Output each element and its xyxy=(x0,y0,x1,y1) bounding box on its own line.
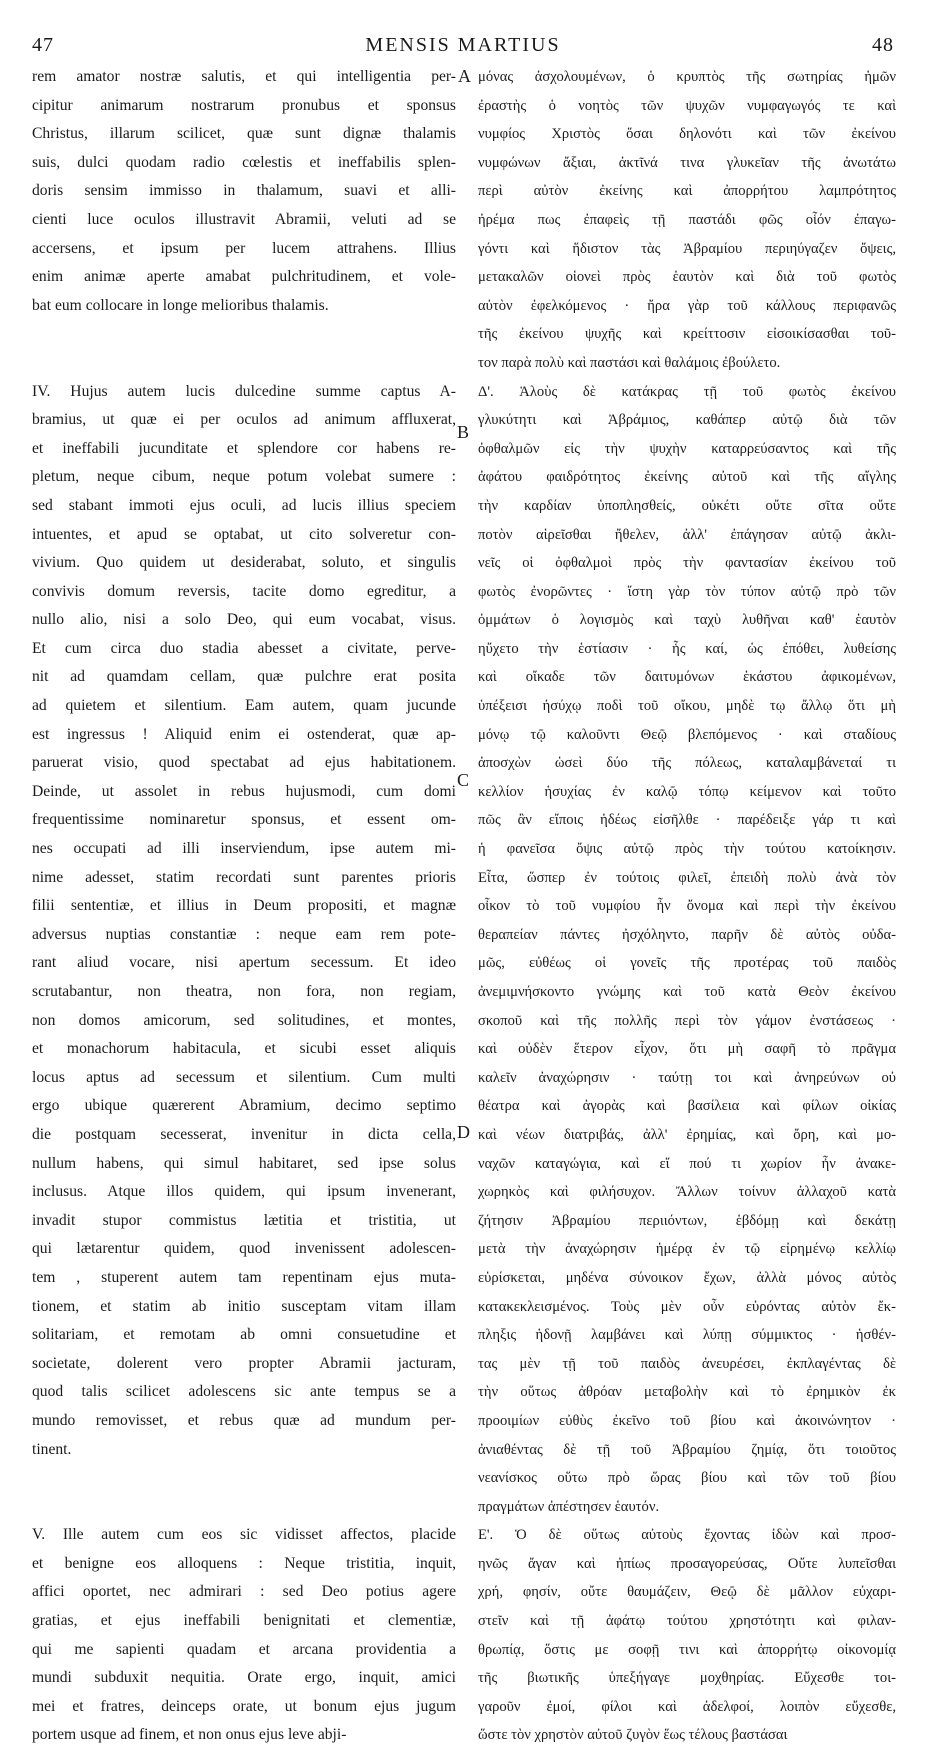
text-line: bramius, ut quæ ei per oculos ad animum affluxerat, xyxy=(32,411,456,429)
text-line: nullum habens, qui simul habitaret, sed ipse solus xyxy=(32,1154,456,1172)
text-line: V. Ille autem cum eos sic vidisset affectos, placide xyxy=(32,1526,456,1544)
text-line: bat eum collocare in longe melioribus thalamis. xyxy=(32,296,329,314)
text-line: intuentes, et apud se optabat, ut cito solveretur con- xyxy=(32,525,456,543)
text-line: ζήτησιν Ἀβραμίου περιιόντων, ἑβδόμῃ καὶ δεκάτῃ xyxy=(478,1212,896,1229)
margin-letter-a: A xyxy=(458,66,471,86)
text-line: αὐτὸν ἐφελκόμενος · ἤρα γὰρ τοῦ κάλλους περιφανῶς xyxy=(478,297,896,314)
text-line: adversus nuptias constantiæ : neque eam rem pote- xyxy=(32,925,456,943)
text-line: θρωπίᾳ, ὅστις με σοφῇ τινι καὶ ἀπορρήτῳ οἰκονομίᾳ xyxy=(478,1641,896,1658)
text-line: οἶκον τὸ τοῦ νυμφίου ἦν ὄνομα καὶ περὶ τὴν ἐκείνου xyxy=(478,898,896,915)
text-line: invadit stupor commistus lætitia et tristitia, ut xyxy=(32,1211,456,1229)
margin-letter-d: D xyxy=(457,1122,470,1142)
greek-paragraph xyxy=(478,378,896,1522)
text-line: νεῖς οἱ ὀφθαλμοὶ πρὸς τὴν φαντασίαν ἐκείνου τοῦ xyxy=(478,555,896,572)
text-line: cipitur animarum nostrarum pronubus et sponsus xyxy=(32,96,456,114)
greek-column xyxy=(478,63,896,1750)
text-line: mei et fratres, deinceps orate, ut bonum ejus jugum xyxy=(32,1697,456,1715)
text-line: ἀποσχὼν ὡσεὶ δύο τῆς πόλεως, καταλαμβάνεταί τι xyxy=(478,755,896,772)
text-line: ἀνιαθέντας δὲ τῇ τοῦ Ἀβραμίου ζημίᾳ, ὅτι τοιοῦτος xyxy=(478,1441,896,1458)
text-line: τῆς ἐκείνου ψυχῆς καὶ κρείττοσιν εἰσοικίσασθαι τοῦ- xyxy=(478,326,896,343)
text-line: scrutabantur, non theatra, non fora, non regiam, xyxy=(32,983,456,1000)
text-line: κελλίον ἡσυχίας ἐν καλῷ τόπῳ κείμενον καὶ τοῦτο xyxy=(478,783,896,800)
greek-paragraph xyxy=(478,1521,896,1750)
text-line: mundo removisset, et rebus quæ ad mundum per- xyxy=(32,1411,456,1429)
text-line: ὑπέξεισι ἡσύχῳ ποδὶ τοῦ οἴκου, μηδὲ τῳ ἄλλῳ ὅτι μὴ xyxy=(478,698,896,715)
text-line: νυμφώνων ἄξιαι, ἀκτῖνά τινα γλυκεῖαν τῆς ἀνωτάτω xyxy=(478,154,896,171)
text-line: nes occupati ad illi inserviendum, ipse autem mi- xyxy=(32,840,456,858)
text-line: περὶ αὐτὸν ἐκείνης καὶ ἀπορρήτου λαμπρότητος xyxy=(478,183,896,200)
text-line: σκοποῦ καὶ τῆς πολλῆς περὶ τὸν γάμον ἐνστάσεως · xyxy=(478,1012,896,1029)
text-line: et benigne eos alloquens : Neque tristitia, inquit, xyxy=(32,1554,456,1572)
text-line: τῆς βιωτικῆς ὑπεξήγαγε μοχθηρίας. Εὔχεσθε τοι- xyxy=(478,1670,896,1687)
text-line: μῶς, εὐθέως οἱ γονεῖς τῆς προτέρας τοῦ παιδὸς xyxy=(478,955,896,972)
text-line: tem , stuperent autem tam repentinam ejus muta- xyxy=(32,1268,456,1286)
text-line: solitariam, et remotam ab omni consuetudine et xyxy=(32,1326,456,1344)
text-line: rem amator nostræ salutis, et qui intelligentia per- xyxy=(32,68,456,85)
text-line: nullo alio, nisi a solo Deo, qui eum vocabat, visus. xyxy=(32,611,456,629)
latin-paragraph xyxy=(32,1521,456,1750)
text-line: Δ'. Ἁλοὺς δὲ κατάκρας τῇ τοῦ φωτὸς ἐκείνου xyxy=(478,383,896,400)
page-number-right: 48 xyxy=(872,34,894,56)
text-line: die postquam secesserat, invenitur in dicta cella, xyxy=(32,1125,456,1143)
text-line: καὶ οἴκαδε τῶν δαιτυμόνων ἑκάστου ἀφικομένων, xyxy=(478,669,896,686)
latin-paragraph xyxy=(32,378,456,1465)
text-line: ergo ubique quærerent Abramium, decimo septimo xyxy=(32,1097,456,1115)
text-line: ἀφάτου φαιδρότητος ἐκείνης αὐτοῦ καὶ τῆς αἴγλης xyxy=(478,469,896,486)
text-line: quod talis scilicet adolescens sic ante tempus se a xyxy=(32,1383,456,1401)
text-line: ηνῶς ἄγαν καὶ ἠπίως προσαγορεύσας, Οὔτε λυπεῖσθαι xyxy=(478,1555,896,1572)
text-line: pletum, neque cibum, neque potum volebat sumere : xyxy=(32,468,456,486)
text-line: societate, dolerent vero propter Abramii jacturam, xyxy=(32,1354,456,1372)
text-line: πῶς ἂν εἴποις ἡδέως εἰσῆλθε · παρέδειξε γάρ τι καὶ xyxy=(478,812,896,829)
text-line: χωρηκὸς καὶ φιλήσυχον. Ἄλλων τοίνυν ἀλλαχοῦ κατὰ xyxy=(478,1184,896,1201)
text-line: doris sensim immisso in thalamum, suavi et alli- xyxy=(32,182,456,200)
text-line: μόνῳ τῷ καλοῦντι Θεῷ βλεπόμενος · καὶ σταδίους xyxy=(478,726,896,743)
text-line: γλυκύτητι καὶ Ἀβράμιος, καθάπερ αὐτῷ διὰ τῶν xyxy=(478,412,896,429)
text-line: ποτὸν αἱρεῖσθαι ἤθελεν, ἀλλ' ἐπάγησαν αὐτῷ ἀκλι- xyxy=(478,526,896,543)
text-line: non domos amicorum, sed solitudines, et montes, xyxy=(32,1011,456,1029)
text-line: γόντι καὶ ἥδιστον τὰς Ἀβραμίου περιηύγαζεν ὄψεις, xyxy=(478,240,896,257)
text-line: μετακαλῶν οἱονεὶ πρὸς ἑαυτὸν καὶ διὰ τοῦ φωτὸς xyxy=(478,269,896,286)
text-line: ηὔχετο τὴν ἑστίασιν · ἧς καί, ὡς ἐπόθει, λυθείσης xyxy=(478,640,896,657)
text-line: portem usque ad finem, et non onus ejus leve abji- xyxy=(32,1726,347,1744)
margin-letter-b: B xyxy=(457,422,470,442)
text-line: στεῖν καὶ τῇ ἀφάτῳ τούτου χρηστότητι καὶ φιλαν- xyxy=(478,1613,896,1630)
text-line: ἀνεμιμνήσκοντο γνώμης καὶ τοῦ κατὰ Θεὸν ἐκείνου xyxy=(478,984,896,1000)
text-line: locus aptus ad secessum et silentium. Cum multi xyxy=(32,1068,456,1086)
text-line: qui lætarentur quidem, quod invenissent adolescen- xyxy=(32,1240,456,1258)
text-line: paruerat visio, quod spectabat ad ejus habitationem. xyxy=(32,754,456,772)
text-line: Et cum circa duo stadia abesset a civitate, perve- xyxy=(32,639,456,657)
text-line: rant aliud vocare, nisi apertum secessum. Et ideo xyxy=(32,954,456,972)
text-line: sed stabant immoti ejus oculi, ad lucis illius speciem xyxy=(32,496,456,514)
text-line: filii sententiæ, et illius in Deum propositi, et magnæ xyxy=(32,897,456,915)
text-line: ὀφθαλμῶν εἰς τὴν ψυχὴν καταρρεύσαντος καὶ τῆς xyxy=(478,440,896,457)
text-line: θεραπείαν πάντες ἠσχόληντο, παρῆν δὲ αὐτὸς οὐδα- xyxy=(478,926,896,943)
text-line: νεανίσκος οὕτω πρὸ ὥρας βίου καὶ τῶν τοῦ βίου xyxy=(478,1470,896,1487)
text-line: ὀμμάτων ὁ λογισμὸς καὶ ταχὺ λυθῆναι καθ' ἑαυτὸν xyxy=(478,612,896,629)
text-line: et monachorum habitacula, et sicubi esset aliquis xyxy=(32,1040,456,1058)
text-line: nit ad quamdam cellam, quæ pulchre erat posita xyxy=(32,668,456,686)
text-line: ad quietem et silentium. Eam autem, quam jucunde xyxy=(32,697,456,715)
text-line: προοιμίων εὐθὺς ἐκεῖνο τοῦ βίου καὶ ἀκοινώνητον · xyxy=(478,1412,896,1429)
text-line: μόνας ἀσχολουμένων, ὁ κρυπτὸς τῆς σωτηρίας ἡμῶν xyxy=(478,69,896,85)
text-line: frequentissime nominaretur sponsus, et essent om- xyxy=(32,811,456,829)
latin-paragraph xyxy=(32,63,456,320)
text-line: τὴν καρδίαν ὑποπλησθείς, οὐκέτι οὔτε σῖτα οὔτε xyxy=(478,497,896,514)
text-line: ἡ φανεῖσα ὄψις αὐτῷ πρὸς τὴν τούτου κατοίκησιν. xyxy=(478,841,896,858)
text-line: cienti luce oculos illustravit Abramii, veluti ad se xyxy=(32,210,456,228)
text-line: φωτὸς ἐνορῶντες · ἵστη γὰρ τὸν τύπον αὐτῷ πρὸ τῶν xyxy=(478,583,896,600)
text-line: γαροῦν ἐμοί, φίλοι καὶ ἀδελφοί, λοιπὸν εὔχεσθε, xyxy=(478,1698,896,1715)
text-line: qui me sapienti quadam et arcana providentia a xyxy=(32,1640,456,1658)
running-title: MENSIS MARTIUS xyxy=(365,34,561,56)
text-line: εὑρίσκεται, μηδένα σύνοικον ἔχων, ἀλλὰ μόνος αὐτὸς xyxy=(478,1269,896,1286)
text-line: Deinde, ut assolet in rebus hujusmodi, cum domi xyxy=(32,782,456,800)
text-line: enim animæ aperte amabat pulchritudinem, et vole- xyxy=(32,268,456,286)
text-line: gratias, et ejus ineffabili benignitati et clementiæ, xyxy=(32,1612,456,1630)
text-line: πραγμάτων ἀπέστησεν ἑαυτόν. xyxy=(478,1498,660,1515)
text-line: affici oportet, nec admirari : sed Deo potius agere xyxy=(32,1583,456,1601)
text-line: τον παρὰ πολὺ καὶ παστάσι καὶ θαλάμοις ἐβούλετο. xyxy=(478,354,781,371)
text-line: est ingressus ! Aliquid enim ei ostenderat, quæ ap- xyxy=(32,725,456,743)
margin-letter-c: C xyxy=(457,770,470,790)
text-line: καὶ οὐδὲν ἕτερον εἶχον, ὅτι μὴ σαφῆ τὸ πρᾶγμα xyxy=(478,1041,896,1058)
text-line: accersens, et ipsum per lucem attrahens. Illius xyxy=(32,239,456,257)
text-line: τας μὲν τῇ τοῦ παιδὸς ἀνευρέσει, ἐκπλαγέντας δὲ xyxy=(478,1355,896,1372)
text-line: ὥστε τὸν χρηστὸν αὐτοῦ ζυγὸν ἕως τέλους βαστάσαι xyxy=(478,1727,788,1744)
text-line: IV. Hujus autem lucis dulcedine summe captus A- xyxy=(32,382,456,400)
text-line: ἐραστὴς ὁ νοητὸς τῶν ψυχῶν νυμφαγωγός τε καὶ xyxy=(478,97,896,114)
text-line: et ineffabili jucunditate et splendore cor habens re- xyxy=(32,439,456,457)
text-line: nime adesset, statim recordati sunt parentes prioris xyxy=(32,868,456,886)
text-line: καὶ νέων διατριβάς, ἀλλ' ἐρημίας, καὶ ὄρη, καὶ μο- xyxy=(478,1126,896,1143)
greek-paragraph xyxy=(478,63,896,378)
text-line: Christus, illarum scilicet, quæ sunt dignæ thalamis xyxy=(32,125,456,143)
text-line: πληξις ἡδονῇ λαμβάνει καὶ λύπῃ σύμμικτος · ἡσθέν- xyxy=(478,1327,896,1344)
text-line: χρή, φησίν, οὔτε θαυμάζειν, Θεῷ δὲ μᾶλλον εὐχαρι- xyxy=(478,1584,896,1601)
text-line: tinent. xyxy=(32,1440,72,1458)
text-line: καλεῖν ἀναχώρησιν · ταύτῃ τοι καὶ ἀνηρεύνων οὐ xyxy=(478,1069,896,1086)
text-line: θέατρα καὶ ἀγορὰς καὶ βασίλεια καὶ φίλων οἰκίας xyxy=(478,1098,896,1115)
text-line: suis, dulci quodam radio cœlestis et ineffabilis splen- xyxy=(32,153,456,171)
text-line: mundi subduxit nequitia. Orate ergo, inquit, amici xyxy=(32,1669,456,1687)
text-line: vivium. Quo quidem ut desiderabat, soluto, et singulis xyxy=(32,554,456,572)
text-line: μετὰ τὴν ἀναχώρησιν ἡμέρᾳ ἐν τῷ εἰρημένῳ κελλίῳ xyxy=(478,1241,896,1258)
latin-column xyxy=(32,63,456,1750)
text-line: convivis domum reversis, tacite domo egreditur, a xyxy=(32,582,456,600)
page-number-left: 47 xyxy=(32,34,54,56)
text-line: ναχῶν καταγώγια, καὶ εἴ πού τι χωρίον ἦν ἀνακε- xyxy=(478,1155,896,1172)
text-line: ἠρέμα πως ἐπαφεὶς τῇ παστάδι φῶς οἷόν ἐπαγω- xyxy=(478,211,896,228)
text-line: inclusus. Atque illos quidem, qui ipsum invenerant, xyxy=(32,1183,456,1201)
text-line: Εἶτα, ὥσπερ ἐν τούτοις φιλεῖ, ἐπειδὴ πολὺ ἀνὰ τὸν xyxy=(478,869,896,886)
text-line: τὴν οὕτως ἀθρόαν μεταβολὴν καὶ τὸ ἐρημικὸν ἐκ xyxy=(478,1384,896,1401)
text-line: νυμφίος Χριστὸς ὅσαι δηλονότι καὶ τῶν ἐκείνου xyxy=(478,126,896,143)
text-line: tionem, et statim ab initio susceptam vitam illam xyxy=(32,1297,456,1315)
running-header xyxy=(0,34,926,64)
text-line: Ε'. Ὁ δὲ οὕτως αὐτοὺς ἔχοντας ἰδὼν καὶ προσ- xyxy=(478,1527,896,1544)
text-line: κατακεκλεισμένος. Τοὺς μὲν οὖν εὑρόντας αὐτὸν ἔκ- xyxy=(478,1298,896,1315)
